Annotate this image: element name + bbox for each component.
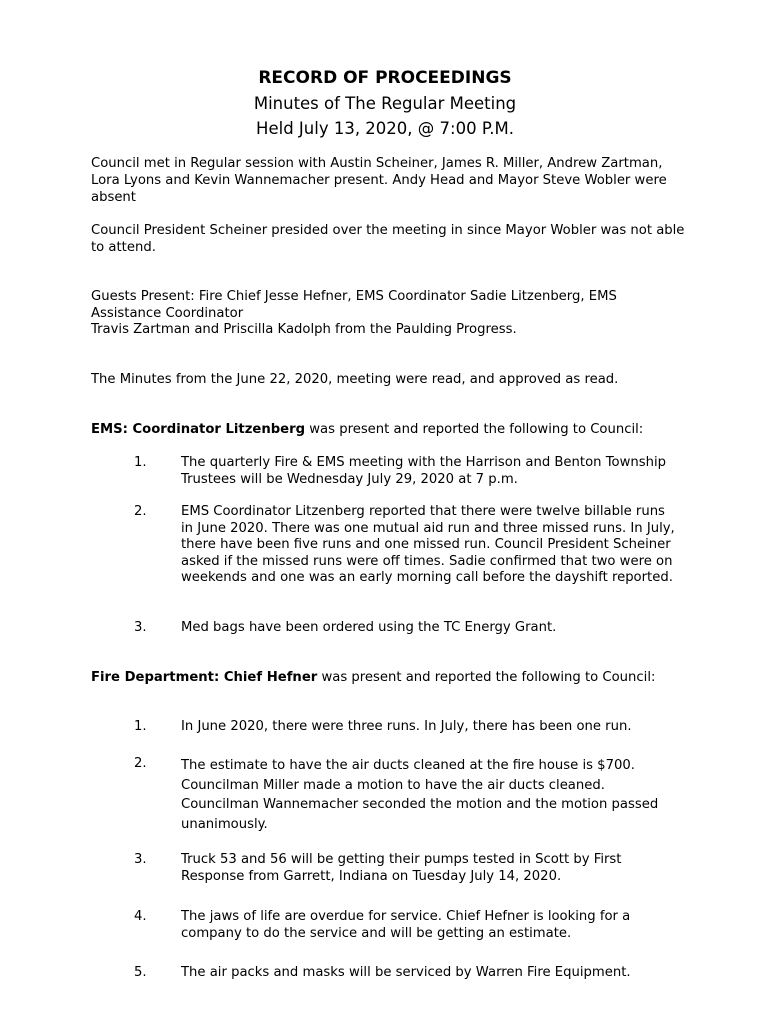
ems-heading-rest: was present and reported the following to Council: [305, 422, 644, 437]
guests-paragraph-continued: Travis Zartman and Priscilla Kadolph from the Paulding Progress. [91, 322, 517, 337]
fire-item-number: 4. [134, 909, 147, 924]
document-title: RECORD OF PROCEEDINGS [258, 68, 512, 88]
fire-item-text: Truck 53 and 56 will be getting their pumps tested in Scott by First Response from Garrett, Indiana on Tuesday July 14, 2020. [181, 852, 622, 884]
fire-item-text: In June 2020, there were three runs. In July, there has been one run. [181, 719, 632, 734]
fire-item-number: 2. [134, 756, 147, 771]
ems-item-number: 2. [134, 504, 147, 519]
meeting-date: Held July 13, 2020, @ 7:00 P.M. [256, 119, 514, 138]
ems-item-number: 3. [134, 620, 147, 635]
fire-heading-rest: was present and reported the following to Council: [317, 670, 656, 685]
fire-item-text: The jaws of life are overdue for service. Chief Hefner is looking for a company to do the service and will be getting an estimate. [181, 909, 631, 941]
fire-item-number: 1. [134, 719, 147, 734]
ems-heading-bold: EMS: Coordinator Litzenberg [91, 422, 306, 437]
fire-item-number: 3. [134, 852, 147, 867]
fire-item-number: 5. [134, 965, 147, 980]
ems-item-text: Med bags have been ordered using the TC Energy Grant. [181, 620, 557, 635]
fire-heading-bold: Fire Department: Chief Hefner [91, 670, 318, 685]
fire-section-heading [91, 669, 691, 686]
guests-paragraph: Guests Present: Fire Chief Jesse Hefner, EMS Coordinator Sadie Litzenberg, EMS Assistance Coordinator [91, 289, 617, 321]
document-subtitle: Minutes of The Regular Meeting [253, 94, 517, 113]
ems-section-heading [91, 421, 691, 438]
attendance-paragraph: Council met in Regular session with Austin Scheiner, James R. Miller, Andrew Zartman, Lora Lyons and Kevin Wannemacher present. Andy Head and Mayor Steve Wobler were absent [91, 156, 667, 205]
minutes-paragraph: The Minutes from the June 22, 2020, meeting were read, and approved as read. [91, 372, 619, 387]
fire-item-text: The air packs and masks will be serviced by Warren Fire Equipment. [181, 965, 631, 980]
ems-item-number: 1. [134, 455, 147, 470]
ems-item-text: The quarterly Fire & EMS meeting with the Harrison and Benton Township Trustees will be Wednesday July 29, 2020 at 7 p.m. [181, 455, 666, 487]
ems-item-text: EMS Coordinator Litzenberg reported that there were twelve billable runs in June 2020. There was one mutual aid run and three missed runs. In July, there have been five runs and one missed run. Council President Scheiner asked if the missed runs were off times. Sadie confirmed that two were on weekends and one was an early morning call before the dayshift reported. [181, 504, 675, 585]
presiding-paragraph: Council President Scheiner presided over the meeting in since Mayor Wobler was not able to attend. [91, 223, 685, 255]
fire-item-text: The estimate to have the air ducts cleaned at the fire house is $700. Councilman Miller made a motion to have the air ducts cleaned. Councilman Wannemacher seconded the motion and the motion passed unanimously. [181, 758, 659, 832]
